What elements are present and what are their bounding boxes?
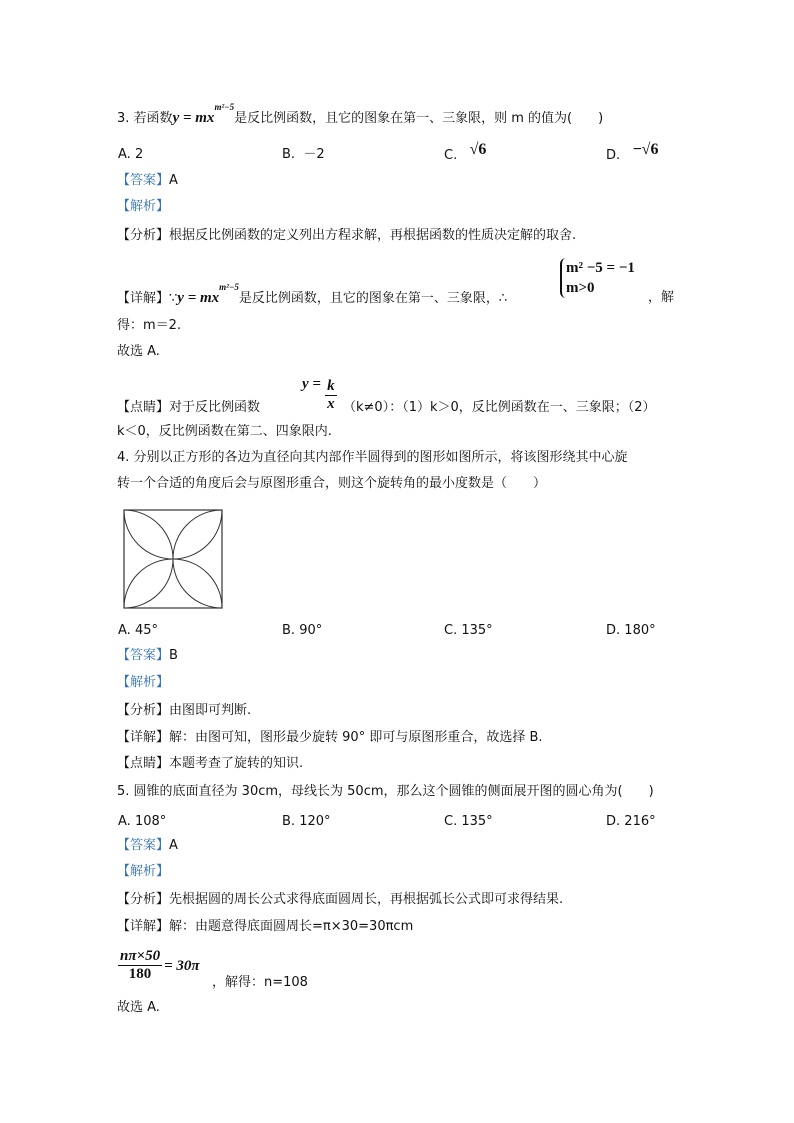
option-value: －2 [303, 147, 325, 162]
q3-stem [117, 102, 604, 127]
equation-fraction [118, 948, 162, 983]
xiangjie-tag: 【详解】 [117, 919, 170, 934]
answer-tag: 【答案】 [117, 838, 170, 853]
fraction-numerator: nπ×50 [120, 948, 161, 964]
answer-value: A [169, 838, 178, 853]
formula-lhs: y = [302, 376, 321, 392]
dianjing-text: 本题考查了旋转的知识. [169, 756, 304, 771]
dianjing-text: 对于反比例函数 [169, 400, 261, 415]
q5-option-d [606, 814, 656, 830]
fraction-denominator: 180 [128, 966, 152, 982]
answer-tag: 【答案】 [117, 173, 170, 188]
q4-answer [117, 648, 178, 664]
q3-conclusion: 故选 A. [117, 344, 160, 359]
q3-prefix: 若函数 [133, 111, 173, 126]
because-symbol: ∵ [169, 291, 178, 306]
q5-conclusion: 故选 A. [117, 1000, 160, 1015]
q3-answer [117, 173, 178, 189]
xiangjie-formula: y = mx [177, 290, 220, 306]
fenxi-tag: 【分析】 [117, 228, 170, 243]
xiangjie-tag: 【详解】 [117, 730, 170, 745]
system-line-1: m² −5 = −1 [566, 260, 635, 276]
xiangjie-end: ，解 [648, 290, 675, 305]
q3-xiangjie [117, 282, 508, 307]
q3-analysis-tag: 【解析】 [117, 199, 170, 214]
dianjing-tag: 【点睛】 [117, 400, 170, 415]
q4-option-c [444, 623, 493, 639]
q5-stem: 5. 圆锥的底面直径为 30cm，母线长为 50cm，那么这个圆锥的侧面展开图的圆心角为( ) [117, 784, 654, 799]
option-label: D. [606, 814, 621, 829]
option-label: A. [118, 814, 131, 829]
option-value: −√6 [632, 141, 659, 158]
option-value: 180° [624, 623, 656, 638]
q5-answer [117, 838, 178, 854]
fraction-numerator: k [327, 378, 335, 394]
q3-dianjing-line2: k＜0，反比例函数在第二、四象限内. [117, 424, 332, 439]
q4-option-d [606, 623, 656, 639]
fenxi-text: 先根据圆的周长公式求得底面圆周长，再根据弧长公式即可求得结果. [169, 892, 564, 907]
q3-option-d [606, 141, 659, 163]
q4-fenxi [117, 703, 251, 719]
option-label: D. [606, 623, 621, 638]
option-label: C. [444, 814, 458, 829]
q4-xiangjie [117, 730, 543, 746]
option-value: √6 [469, 141, 487, 158]
q5-option-b [282, 814, 331, 830]
q5-eq-result: ，解得：n=108 [212, 975, 308, 990]
q4-stem-line1: 4. 分别以正方形的各边为直径向其内部作半圆得到的图形如图所示，将该图形绕其中心旋 [117, 450, 628, 465]
answer-tag: 【答案】 [117, 648, 170, 663]
fenxi-tag: 【分析】 [117, 892, 170, 907]
question-number: 3. [117, 111, 130, 126]
equation-rhs: = 30π [164, 957, 200, 974]
dianjing-formula [302, 378, 337, 413]
formula-fraction [325, 378, 337, 413]
fenxi-text: 由图即可判断. [169, 703, 252, 718]
q3-formula: y = mx [172, 110, 215, 126]
dianjing-tag: 【点睛】 [117, 756, 170, 771]
q3-suffix: 是反比例函数，且它的图象在第一、三象限，则 m 的值为( ) [234, 111, 604, 126]
option-value: 120° [299, 814, 331, 829]
q5-option-a [118, 814, 166, 830]
q5-fenxi [117, 892, 563, 908]
q3-fenxi [117, 228, 576, 244]
option-value: 108° [134, 814, 167, 829]
square-semicircles-figure [122, 508, 224, 610]
xiangjie-text: 是反比例函数，且它的图象在第一、三象限，∴ [238, 291, 508, 306]
q5-analysis-tag: 【解析】 [117, 864, 170, 879]
q4-option-b [282, 623, 322, 639]
option-value: 135° [461, 623, 493, 638]
fenxi-tag: 【分析】 [117, 703, 170, 718]
system-line-2: m>0 [566, 280, 595, 296]
option-label: B. [282, 623, 296, 638]
q4-stem-line2: 转一个合适的角度后会与原图形重合，则这个旋转角的最小度数是（ ） [117, 476, 547, 491]
option-label: B. [282, 814, 296, 829]
q5-option-c [444, 814, 493, 830]
option-value: 2 [134, 147, 144, 162]
option-value: 135° [461, 814, 493, 829]
xiangjie-formula-exponent: m²−5 [219, 282, 239, 292]
answer-value: B [169, 648, 178, 663]
fenxi-text: 根据反比例函数的定义列出方程求解，再根据函数的性质决定解的取舍. [169, 228, 577, 243]
q3-option-b [282, 147, 325, 163]
option-label: A. [118, 623, 131, 638]
option-label: B. [282, 147, 296, 162]
option-value: 45° [134, 623, 158, 638]
q4-option-a [118, 623, 158, 639]
q4-analysis-tag: 【解析】 [117, 675, 170, 690]
xiangjie-text: 解：由题意得底面圆周长=π×30=30πcm [169, 919, 414, 934]
q5-xiangjie [117, 919, 413, 935]
q3-option-c [444, 141, 487, 163]
dianjing-post: （k≠0）：（1）k＞0，反比例函数在一、三象限；（2） [343, 400, 656, 415]
q3-formula-exponent: m²−5 [214, 102, 235, 112]
equation-system [560, 258, 635, 298]
q3-option-a [118, 147, 143, 163]
q4-dianjing [117, 756, 303, 772]
option-value: 216° [624, 814, 656, 829]
q5-equation [118, 948, 200, 983]
option-label: C. [444, 623, 458, 638]
xiangjie-text: 解：由图可知，图形最少旋转 90° 即可与原图形重合，故选择 B. [169, 730, 543, 745]
xiangjie-tag: 【详解】 [117, 291, 170, 306]
q3-xiangjie-line2: 得：m＝2. [117, 318, 182, 333]
option-label: D. [606, 148, 621, 163]
option-label: A. [118, 147, 131, 162]
answer-value: A [169, 173, 178, 188]
fraction-denominator: x [327, 396, 335, 412]
option-value: 90° [299, 623, 323, 638]
option-label: C. [444, 148, 458, 163]
q3-dianjing [117, 400, 260, 416]
